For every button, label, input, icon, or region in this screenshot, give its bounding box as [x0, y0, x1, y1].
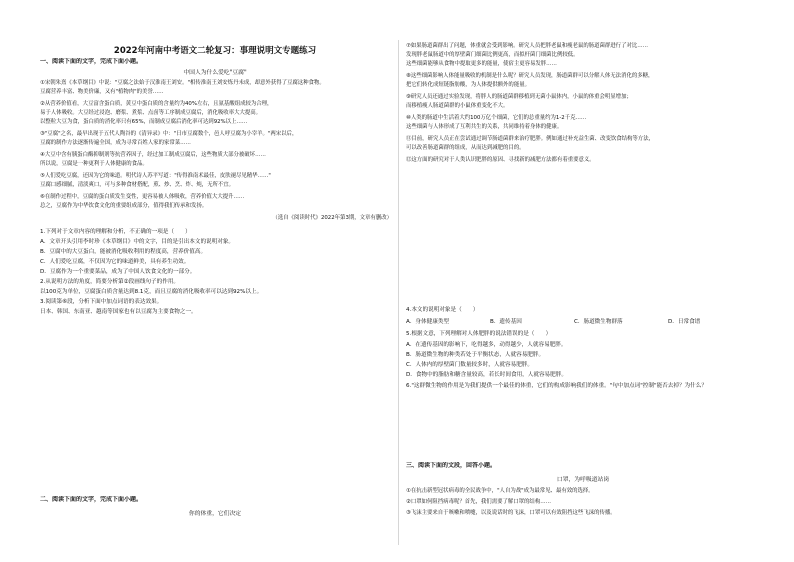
question-1-option-c[interactable]: C．人们爱吃豆腐，不仅因为它的味道鲜美，具有养生功效。 — [40, 259, 190, 265]
question-2: 2.从说明方法的角度，简要分析第②段画线句子的作用。 — [40, 279, 180, 285]
section-2-heading: 二、阅读下面的文字，完成下面小题。 — [40, 496, 143, 503]
paragraph: 所以说，豆腐是一种更利于人体健康的食品。 — [40, 161, 148, 167]
paragraph: 总之，豆腐作为中华饮食文化的重要组成部分，值得我们传承和发扬。 — [40, 203, 208, 209]
paragraph: ②从营养价值看，大豆富含蛋白质，黄豆中蛋白质的含量约为40%左右，且氨基酸组成较为合理， — [40, 101, 273, 107]
section-1-heading: 一、阅读下面的文字，完成下面小题。 — [40, 58, 143, 65]
question-4-option-b[interactable]: B．遗传基因 — [490, 319, 522, 325]
question-1-option-d[interactable]: D．豆腐作为一个重要菜品，成为了中国人饮食文化的一部分。 — [40, 269, 196, 275]
section-2-article-title: 你的体重，它们决定 — [188, 511, 242, 517]
page-title: 2022年河南中考语文二轮复习：事理说明文专题练习 — [113, 46, 317, 56]
question-5-option-d[interactable]: D．食物中的脂肪和糖含量较高，若长时间食用，人就容易肥胖。 — [406, 372, 567, 378]
article-title: 中国人为什么爱吃"豆腐" — [183, 70, 247, 76]
paragraph: ⑥在制作过程中，豆腐的蛋白质发生变性，更容易被人体吸收，营养价值大大提升…… — [40, 194, 245, 200]
section-3-article-title: 口罩，为呼吸道站岗 — [556, 477, 610, 483]
question-6: 6."这群微生物的作用是为我们提供一个最佳的体重，它们的构成影响我们的体重。"句中加点词"控制"能否去掉？为什么？ — [406, 383, 707, 389]
paragraph: ⑩人类的肠道中生活着大约100万亿个细菌，它们的总重量约为1-2千克…… — [406, 115, 587, 121]
paragraph: 发现胖老鼠肠道中的厚壁菌门细菌比例更高，而拟杆菌门细菌比例较低。 — [406, 52, 579, 58]
paragraph: ⑧这些细菌影响人体能量吸收的机制是什么呢？研究人员发现，肠道菌群可以分解人体无法消化的多糖， — [406, 73, 654, 79]
column-divider — [398, 40, 399, 545]
paragraph: ⑪目前，研究人员正在尝试通过调节肠道菌群来治疗肥胖。例如通过补充益生菌、改变饮食结构等方法， — [406, 136, 654, 142]
paragraph: 豆腐营养丰富、物美价廉，又有"植物肉"的美誉…… — [40, 89, 164, 95]
paragraph: 豆腐口感细腻，清淡爽口，可与多种食材搭配，煎、炒、烹、炸、炖，无所不宜。 — [40, 182, 235, 188]
question-1: 1.下列对于文章内容的理解和分析，不正确的一项是（ ） — [40, 229, 191, 235]
paragraph: 可以改善肠道菌群的组成，从而达到减肥的目的。 — [406, 145, 525, 151]
question-1-option-a[interactable]: A．文章开头引用李时珍《本草纲目》中的文字，目的是引出本文的说明对象。 — [40, 239, 235, 245]
question-1-option-b[interactable]: B．豆腐中的大豆蛋白，能被消化吸收利用的程度高，营养价值高。 — [40, 249, 207, 255]
paragraph: ③"豆腐"之名，最早出现于五代人陶谷的《清异录》中："日市豆腐数个，邑人呼豆腐为小宰羊。"两宋以后， — [40, 131, 298, 137]
source-note: （选自《阅读时代》2022年第3期，文章有删改） — [272, 215, 392, 221]
section-3-heading: 三、阅读下面的文段，回答小题。 — [406, 462, 497, 469]
question-3-quote: 日本、韩国、东南亚、越南等国家也有以豆腐为主要食物之一。 — [40, 309, 197, 315]
paragraph: ⑨研究人员还通过实验发现，将胖人的肠道菌群移植到无菌小鼠体内，小鼠的体重会明显增加； — [406, 94, 632, 100]
question-4: 4.本文的说明对象是（ ） — [406, 307, 479, 313]
question-4-option-d[interactable]: D．日常食谱 — [668, 319, 701, 325]
paragraph: ⑤人们爱吃豆腐，还因为它的味道。明代诗人苏平写道："传得淮南术最佳，皮肤褪尽见精华……" — [40, 173, 271, 179]
question-4-option-c[interactable]: C．肠道微生物群落 — [574, 319, 623, 325]
paragraph: 豆腐的制作方法逐渐传遍全国，成为寻常百姓人家的家常菜…… — [40, 140, 191, 146]
paragraph: ④大豆中含有胰蛋白酶抑制剂等抗营养因子，经过加工制成豆腐后，这些物质大部分被破坏…… — [40, 152, 266, 158]
paragraph: 这些细菌能够从食物中提取更多的能量，使宿主更容易发胖…… — [406, 61, 557, 67]
question-3: 3.阅读第⑥段，分析下面中加点词语的表达效果。 — [40, 299, 163, 305]
paragraph: 而移植瘦人肠道菌群的小鼠体重变化不大。 — [406, 103, 509, 109]
paragraph: ①宋朝朱熹《本草纲目》中说："豆腐之法始于汉淮南王刘安。"相传淮南王刘安炼丹未成，却意外获得了豆腐这种食物。 — [40, 80, 325, 86]
question-5-option-b[interactable]: B．肠道微生物的种类若处于平衡状态，人就容易肥胖。 — [406, 352, 545, 358]
paragraph: 这些细菌与人体形成了互利共生的关系，共同维持着身体的健康。 — [406, 124, 563, 130]
question-2-quote: 以100克为单位，豆腐蛋白质含量达到8.1克，而且豆腐的消化吸收率可以达到92%以上。 — [40, 289, 263, 295]
question-5: 5.根据文意，下列理解对人体肥胖的说法错误的是（ ） — [406, 331, 552, 337]
paragraph: ①在抗击新型冠状病毒的全民战争中，"人自为战"成为最常见、最有效的选择。 — [406, 488, 594, 494]
paragraph: 易于人体吸收。大豆经过浸泡、磨浆、煮浆、点卤等工序制成豆腐后，消化吸收率大大提高。 — [40, 110, 262, 116]
paragraph: 以整粒大豆为食，蛋白质的消化率只有65%，而制成豆腐后消化率可达到92%以上…… — [40, 119, 248, 125]
question-5-option-c[interactable]: C．人体内的厚壁菌门数量较多时，人就容易肥胖。 — [406, 362, 533, 368]
paragraph: ②口罩如何阻挡病毒呢？首先，我们需要了解口罩的结构…… — [406, 499, 551, 505]
paragraph: ⑫这方面的研究对于人类认识肥胖的原因、寻找新的减肥方法都有着重要意义。 — [406, 157, 595, 163]
paragraph: ③飞沫主要来自于咳嗽和喷嚏，以及说话时的飞沫，口罩可以有效阻挡这些飞沫的传播。 — [406, 510, 616, 516]
paragraph: ⑦如果肠道菌群出了问题，体重就会受到影响。研究人员把胖老鼠和瘦老鼠的肠道菌群进行了对比…… — [406, 43, 649, 49]
question-5-option-a[interactable]: A．在遗传基因的影响下，吃得越多，动得越少，人就容易肥胖。 — [406, 342, 567, 348]
paragraph: 把它们转化成短链脂肪酸，为人体提供额外的能量。 — [406, 82, 530, 88]
question-4-option-a[interactable]: A．身体健康类型 — [406, 319, 449, 325]
